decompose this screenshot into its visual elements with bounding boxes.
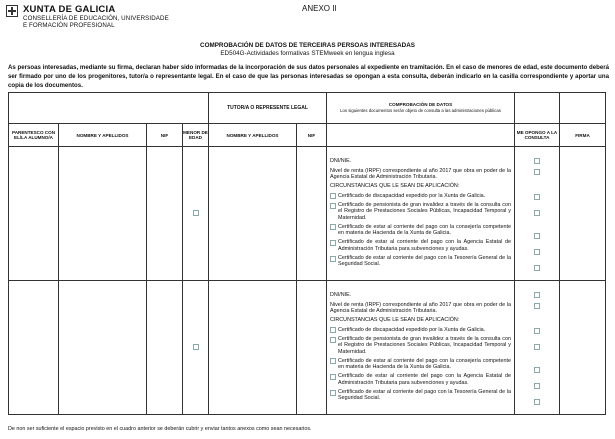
opongo-aeat-checkbox[interactable] xyxy=(534,383,540,389)
nombre-alumno-cell[interactable] xyxy=(59,147,147,281)
aeat-label: Certificado de estar al corriente del pago con la Agencia Estatal de Administración Tributaria para subvenciones y ayudas. xyxy=(338,239,511,252)
item-aeat xyxy=(330,373,511,386)
comprobacion-subtitle: Los siguientes documentos serán objeto de consulta a las administraciones públicas xyxy=(340,108,501,113)
xunta-logo xyxy=(6,4,169,29)
parentesco-cell[interactable] xyxy=(9,281,59,415)
opongo-xunta-checkbox[interactable] xyxy=(534,233,540,239)
item-dni: DNI/NIE. xyxy=(330,158,352,165)
discapacidad-checkbox[interactable] xyxy=(330,327,336,333)
item-renta: Nivel de renta (IRPF) correspondiente al año 2017 que obra en poder de la Agencia Estatal de Administración Tributaria. xyxy=(330,301,511,314)
seguridad-social-checkbox[interactable] xyxy=(330,256,336,262)
col-nombre-tutor: NOMBRE Y APELLIDOS xyxy=(209,124,297,147)
item-circunstancias: CIRCUNSTANCIAS QUE LE SEAN DE APLICACIÓN: xyxy=(330,317,460,324)
opongo-aeat-checkbox[interactable] xyxy=(534,249,540,255)
item-seguridad-social xyxy=(330,255,511,268)
opongo-spacer xyxy=(515,93,560,124)
person-row-1 xyxy=(9,147,606,281)
opongo-xunta-checkbox[interactable] xyxy=(534,367,540,373)
hacienda-xunta-label: Certificado de estar al corriente del pago con la consejería competente en materia de Hacienda de la Xunta de Galicia. xyxy=(338,357,511,371)
opongo-ss-checkbox[interactable] xyxy=(534,399,540,405)
seguridad-social-label: Certificado de estar al corriente del pago con la Tesorería General de la Seguridad Social. xyxy=(338,389,511,402)
aeat-checkbox[interactable] xyxy=(330,374,336,380)
opongo-dni-checkbox[interactable] xyxy=(534,292,540,298)
nombre-tutor-cell[interactable] xyxy=(209,281,297,415)
department-line-1: CONSELLERÍA DE EDUCACIÓN, UNIVERSIDADE xyxy=(23,15,169,22)
discapacidad-label: Certificado de discapacidad expedido por la Xunta de Galicia. xyxy=(338,326,486,333)
pension-label: Certificado de pensionista de gran invalidez a través de la consulta con el Registro de Prestaciones Sociales Públicas, Incapacidad Temporal y Maternidad. xyxy=(338,336,511,355)
menor-cell xyxy=(183,281,209,415)
annex-label: ANEXO II xyxy=(302,4,337,13)
data-check-table xyxy=(8,92,606,415)
comprobacion-header xyxy=(327,93,515,124)
col-nif-tutor: NIF xyxy=(297,124,327,147)
opongo-cell xyxy=(515,147,560,281)
nombre-tutor-cell[interactable] xyxy=(209,147,297,281)
title-block xyxy=(0,42,615,58)
hacienda-xunta-checkbox[interactable] xyxy=(330,224,336,230)
hacienda-xunta-checkbox[interactable] xyxy=(330,358,336,364)
opongo-discapacidad-checkbox[interactable] xyxy=(534,194,540,200)
footer-note: De non ser suficiente el espacio previsto en el cuadro anterior se deberán cubrir y enviar tantos anexos como sean necesarios. xyxy=(8,426,312,432)
discapacidad-checkbox[interactable] xyxy=(330,193,336,199)
item-pension xyxy=(330,202,511,221)
opongo-renta-checkbox[interactable] xyxy=(534,303,540,309)
nif-alumno-cell[interactable] xyxy=(147,147,183,281)
opongo-pension-checkbox[interactable] xyxy=(534,210,540,216)
col-nombre-alumno: NOMBRE Y APELLIDOS xyxy=(59,124,147,147)
firma-spacer xyxy=(560,93,606,124)
tutor-header: TUTOR/A O REPRESENTE LEGAL xyxy=(209,93,327,124)
item-seguridad-social xyxy=(330,389,511,402)
opongo-discapacidad-checkbox[interactable] xyxy=(534,328,540,334)
menor-cell xyxy=(183,147,209,281)
department-line-2: E FORMACIÓN PROFESIONAL xyxy=(23,22,115,29)
opongo-dni-checkbox[interactable] xyxy=(534,158,540,164)
procedure-name: ED504G-Actividades formativas STEMweek en lengua inglesa xyxy=(220,50,395,57)
opongo-renta-checkbox[interactable] xyxy=(534,169,540,175)
opongo-ss-checkbox[interactable] xyxy=(534,265,540,271)
menor-checkbox[interactable] xyxy=(193,344,199,350)
item-discapacidad xyxy=(330,327,511,334)
item-aeat xyxy=(330,239,511,252)
discapacidad-label: Certificado de discapacidad expedido por la Xunta de Galicia. xyxy=(338,192,486,199)
item-circunstancias: CIRCUNSTANCIAS QUE LE SEAN DE APLICACIÓN: xyxy=(330,183,460,190)
comprobacion-cell xyxy=(327,147,515,281)
aeat-checkbox[interactable] xyxy=(330,240,336,246)
seguridad-social-label: Certificado de estar al corriente del pago con la Tesorería General de la Seguridad Social. xyxy=(338,255,511,268)
col-comprobacion xyxy=(327,124,515,147)
item-dni: DNI/NIE. xyxy=(330,292,352,299)
pension-checkbox[interactable] xyxy=(330,203,336,209)
firma-cell[interactable] xyxy=(560,147,606,281)
intro-paragraph: As persoas interesadas, mediante su firma, declaran haber sido informadas de la incorporación de sus datos personales al expediente en tramitación. En el caso de menores de edad, este documento deberá ser firmado por uno de los progenitores, tutor/a o representante legal. En el caso de que las personas interesadas se opongan a esta consulta, deberán indicarlo en la casilla correspondiente y aportar una copia de los documentos. xyxy=(8,64,609,89)
item-pension xyxy=(330,336,511,355)
item-hacienda-xunta xyxy=(330,224,511,237)
opongo-cell xyxy=(515,281,560,415)
item-renta: Nivel de renta (IRPF) correspondiente al año 2017 que obra en poder de la Agencia Estatal de Administración Tributaria. xyxy=(330,167,511,180)
nif-tutor-cell[interactable] xyxy=(297,281,327,415)
hacienda-xunta-label: Certificado de estar al corriente del pago con la consejería competente en materia de Hacienda de la Xunta de Galicia. xyxy=(338,223,511,237)
brand-name: XUNTA DE GALICIA xyxy=(23,4,116,15)
opongo-pension-checkbox[interactable] xyxy=(534,344,540,350)
document-header xyxy=(6,4,609,40)
col-opongo: ME OPONGO A LA CONSULTA xyxy=(515,124,560,147)
pension-label: Certificado de pensionista de gran invalidez a través de la consulta con el Registro de Prestaciones Sociales Públicas, Incapacidad Temporal y Maternidad. xyxy=(338,202,511,221)
aeat-label: Certificado de estar al corriente del pago con la Agencia Estatal de Administración Tributaria para subvenciones y ayudas. xyxy=(338,373,511,386)
coat-of-arms-icon xyxy=(6,5,18,17)
document-title: COMPROBACIÓN DE DATOS DE TERCEIRAS PERSOAS INTERESADAS xyxy=(200,42,415,49)
comprobacion-cell xyxy=(327,281,515,415)
item-hacienda-xunta xyxy=(330,358,511,371)
nombre-alumno-cell[interactable] xyxy=(59,281,147,415)
menor-checkbox[interactable] xyxy=(193,210,199,216)
col-menor: MENOR DE EDAD xyxy=(183,124,209,147)
pension-checkbox[interactable] xyxy=(330,337,336,343)
col-nif-alumno: NIF xyxy=(147,124,183,147)
header-spacer xyxy=(9,93,209,124)
col-parentesco: PARENTESCO CON EL/LA ALUMNO/A xyxy=(9,124,59,147)
parentesco-cell[interactable] xyxy=(9,147,59,281)
nif-alumno-cell[interactable] xyxy=(147,281,183,415)
nif-tutor-cell[interactable] xyxy=(297,147,327,281)
comprobacion-title: COMPROBACIÓN DE DATOS xyxy=(388,102,453,107)
seguridad-social-checkbox[interactable] xyxy=(330,390,336,396)
person-row-2 xyxy=(9,281,606,415)
firma-cell[interactable] xyxy=(560,281,606,415)
col-firma: FIRMA xyxy=(560,124,606,147)
item-discapacidad xyxy=(330,193,511,200)
